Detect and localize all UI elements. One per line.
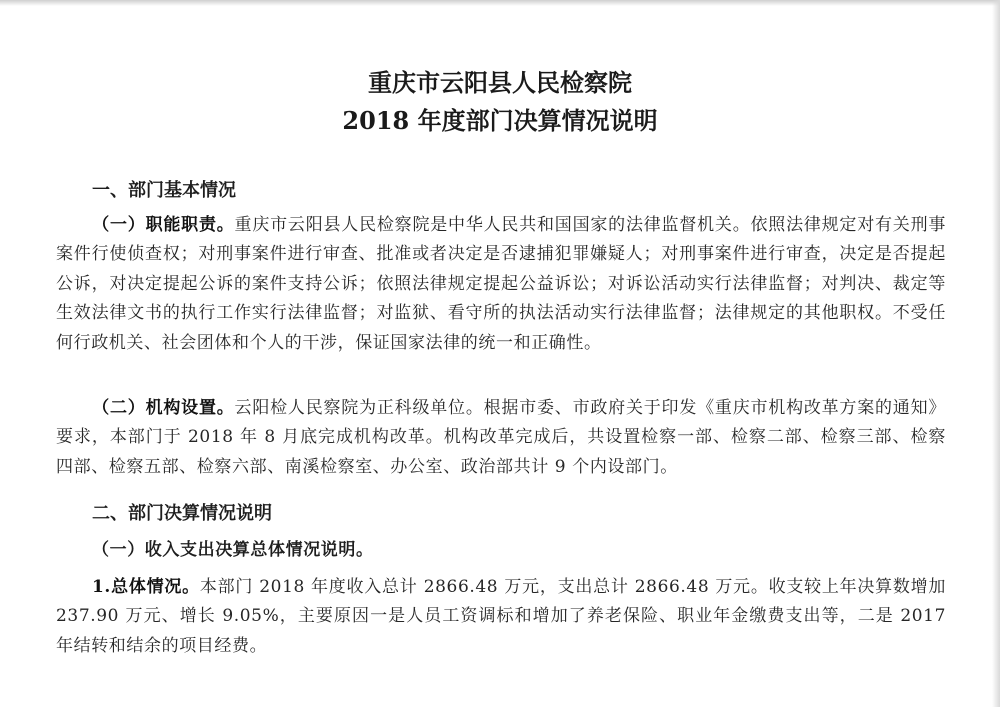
scan-edge-top <box>0 0 1000 6</box>
paragraph-organization-label: （二）机构设置。 <box>92 398 235 418</box>
document-title: 重庆市云阳县人民检察院 <box>368 68 632 97</box>
paragraph-duties-text: 重庆市云阳县人民检察院是中华人民共和国国家的法律监督机关。依照法律规定对有关刑事案件行使侦查权；对刑事案件进行审查、批准或者决定是否逮捕犯罪嫌疑人；对刑事案件进行审查，决定是否提起公诉，对决定提起公诉的案件支持公诉；依照法律规定提起公益诉讼；对诉讼活动实行法律监督；对判决、裁定等生效法律文书的执行工作实行法律监督；对监狱、看守所的执法活动实行法律监督；法律规定的其他职权。不受任何行政机关、社会团体和个人的干涉，保证国家法律的统一和正确性。 <box>56 215 946 353</box>
paragraph-overall <box>56 573 946 661</box>
paragraph-organization <box>56 394 946 482</box>
paragraph-overall-label: 1.总体情况。 <box>92 577 200 597</box>
paragraph-duties-label: （一）职能职责。 <box>92 215 235 235</box>
section-heading-final-accounts: 二、部门决算情况说明 <box>92 503 272 524</box>
paragraph-organization-text: 云阳检人民察院为正科级单位。根据市委、市政府关于印发《重庆市机构改革方案的通知》要求，本部门于 2018 年 8 月底完成机构改革。机构改革完成后，共设置检察一部、检察二部、检察三部、检察四部、检察五部、检察六部、南溪检察室、办公室、政治部共计 9 个内设部门。 <box>56 398 946 477</box>
paragraph-duties <box>56 211 946 358</box>
document-subtitle: 2018 年度部门决算情况说明 <box>342 106 658 135</box>
paragraph-overall-text: 本部门 2018 年度收入总计 2866.48 万元，支出总计 2866.48 万元。收支较上年决算数增加 237.90 万元、增长 9.05%，主要原因一是人员工资调标和增加了养老保险、职业年金缴费支出等，二是 2017 年结转和结余的项目经费。 <box>56 577 946 656</box>
section-heading-basic-info: 一、部门基本情况 <box>92 180 236 201</box>
subheading-income-expenditure: （一）收入支出决算总体情况说明。 <box>92 540 374 560</box>
